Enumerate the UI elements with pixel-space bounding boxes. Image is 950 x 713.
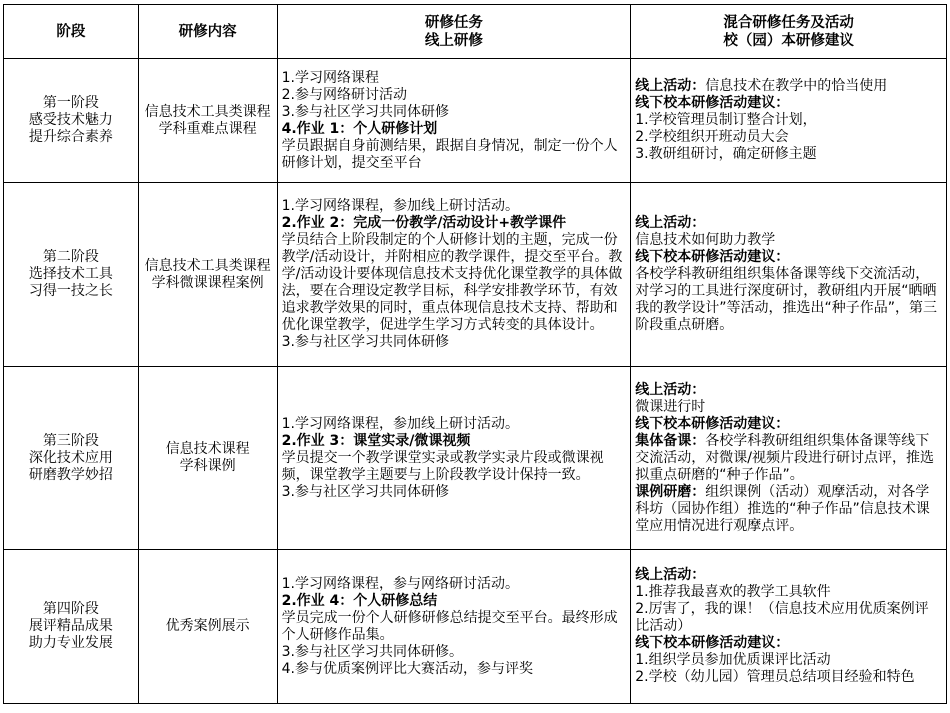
stage-cell — [4, 183, 139, 367]
activity-heading: 集体备课： — [635, 432, 706, 449]
stage-text: 研磨教学妙招 — [28, 466, 113, 483]
stage-cell — [4, 367, 139, 550]
activity-item — [635, 112, 942, 129]
stage-text: 深化技术应用 — [28, 449, 113, 466]
activity-text: 1.推荐我最喜欢的教学工具软件 — [635, 584, 831, 600]
header-task-line1: 研修任务 — [424, 14, 483, 31]
content-text: 学科重难点课程 — [158, 120, 257, 137]
assignment-title: 2.作业 4：个人研修总结 — [281, 592, 438, 609]
task-item: 1.学习网络课程，参与网络研讨活动。 — [281, 575, 519, 592]
activity-heading: 线上活动： — [635, 215, 706, 231]
task-item: 3.参与社区学习共同体研修 — [281, 334, 449, 350]
stage-text: 助力专业发展 — [28, 635, 113, 651]
stage-text: 第四阶段 — [42, 601, 99, 617]
stage-text: 第三阶段 — [42, 432, 99, 449]
activity-text: 各校学科教研组组织集体备课等线下交流活动，对学习的工具进行深度研讨，教研组内开展“晒晒我的教学设计”等活动，推选出“种子作品”，第三阶段重点研磨。 — [635, 266, 937, 333]
task-item: 4.参与优质案例评比大赛活动，参与评奖 — [281, 660, 533, 677]
stage-text: 第一阶段 — [42, 95, 99, 111]
activity-cell — [631, 367, 947, 550]
activity-heading: 线上活动： — [635, 78, 706, 94]
task-item: 3.参与社区学习共同体研修。 — [281, 643, 463, 660]
activity-text: 2.学校（幼儿园）管理员总结项目经验和特色 — [635, 669, 915, 685]
task-item: 学员跟据自身前测结果，跟据自身情况，制定一份个人研修计划，提交至平台 — [281, 137, 618, 171]
stage-cell — [4, 59, 139, 183]
activity-item — [635, 95, 942, 112]
content-text: 优秀案例展示 — [165, 618, 250, 634]
activity-item — [635, 78, 942, 95]
activity-heading: 线下校本研修活动建议： — [635, 415, 790, 432]
task-item: 学员提交一个教学课堂实录或教学实录片段或微课视频，课堂教学主题要与上阶段教学设计保持一致。 — [281, 449, 604, 483]
activity-item — [635, 567, 942, 584]
activity-cell — [631, 550, 947, 704]
task-item: 学员完成一份个人研修研修总结提交至平台。最终形成个人研修作品集。 — [281, 609, 618, 643]
activity-item — [635, 484, 942, 535]
task-item: 1.学习网络课程，参加线上研讨活动。 — [281, 415, 519, 432]
assignment-title: 4.作业 1：个人研修计划 — [281, 120, 438, 137]
activity-cell — [631, 183, 947, 367]
activity-item — [635, 382, 942, 399]
activity-text: 2.厉害了，我的课！（信息技术应用优质案例评比活动） — [635, 601, 929, 634]
online-task-cell — [277, 183, 631, 367]
activity-item — [635, 399, 942, 416]
activity-text: 1.学校管理员制订整合计划， — [635, 112, 817, 128]
header-activity-line2: 校（园）本研修建议 — [723, 32, 854, 49]
activity-text: 各校学科教研组组织集体备课等线下交流活动，对微课/视频片段进行研讨点评，推选拟重点研磨的“种子作品”。 — [635, 432, 934, 483]
stage-text: 感受技术魅力 — [28, 112, 113, 128]
activity-item — [635, 146, 942, 163]
header-activity-line1: 混合研修任务及活动 — [723, 14, 854, 31]
activity-item — [635, 232, 942, 249]
activity-cell — [631, 59, 947, 183]
training-plan-table — [3, 4, 947, 704]
task-item: 2.参与网络研讨活动 — [281, 86, 407, 103]
content-text: 信息技术课程 — [165, 441, 250, 457]
table-row — [4, 367, 947, 550]
header-task-line2: 线上研修 — [424, 32, 483, 49]
content-text: 信息技术工具类课程 — [144, 257, 271, 274]
stage-cell — [4, 550, 139, 704]
content-text: 学科课例 — [179, 458, 236, 474]
activity-item — [635, 266, 942, 334]
assignment-title: 2.作业 3：课堂实录/微课视频 — [281, 432, 471, 449]
stage-text: 第二阶段 — [42, 249, 99, 265]
activity-item — [635, 652, 942, 669]
table-row — [4, 59, 947, 183]
activity-item — [635, 635, 942, 652]
content-cell — [138, 550, 277, 704]
activity-item — [635, 584, 942, 601]
header-stage: 阶段 — [4, 5, 139, 59]
activity-text: 微课进行时 — [635, 398, 706, 415]
activity-text: 3.教研组研讨，确定研修主题 — [635, 146, 817, 162]
task-item: 学员结合上阶段制定的个人研修计划的主题，完成一份教学/活动设计，并附相应的教学课件，提交至平台。教学/活动设计要体现信息技术支持优化课堂教学的具体做法，要在合理设定教学目标，科学安排教学环节，有效追求教学效果的同时，重点体现信息技术支持、帮助和优化课堂教学，促进学生学习方式转变的具体设计。 — [281, 232, 623, 333]
task-item: 1.学习网络课程 — [281, 69, 379, 86]
header-content: 研修内容 — [138, 5, 277, 59]
content-cell — [138, 367, 277, 550]
activity-heading: 线上活动： — [635, 567, 706, 583]
activity-heading: 线下校本研修活动建议： — [635, 249, 790, 265]
activity-item — [635, 433, 942, 484]
table-row — [4, 550, 947, 704]
header-row — [4, 5, 947, 59]
activity-text: 信息技术如何助力教学 — [635, 232, 776, 248]
header-task — [277, 5, 631, 59]
activity-item — [635, 129, 942, 146]
header-activity — [631, 5, 947, 59]
task-item: 3.参与社区学习共同体研修 — [281, 483, 449, 500]
activity-item — [635, 601, 942, 635]
stage-text: 展评精品成果 — [28, 618, 113, 634]
activity-heading: 线下校本研修活动建议： — [635, 635, 790, 651]
online-task-cell — [277, 367, 631, 550]
activity-heading: 线下校本研修活动建议： — [635, 95, 790, 111]
content-cell — [138, 183, 277, 367]
activity-item — [635, 416, 942, 433]
online-task-cell — [277, 59, 631, 183]
activity-text: 组织课例（活动）观摩活动，对各学科坊（园协作组）推选的“种子作品”信息技术课堂应用情况进行观摩点评。 — [635, 483, 930, 534]
activity-heading: 线上活动： — [635, 381, 706, 398]
content-cell — [138, 59, 277, 183]
task-item: 3.参与社区学习共同体研修 — [281, 103, 449, 120]
activity-item — [635, 249, 942, 266]
assignment-title: 2.作业 2：完成一份教学/活动设计+教学课件 — [281, 215, 567, 231]
online-task-cell — [277, 550, 631, 704]
activity-item — [635, 215, 942, 232]
stage-text: 选择技术工具 — [28, 266, 113, 282]
content-text: 学科微课课程案例 — [151, 274, 264, 291]
stage-text: 提升综合素养 — [28, 129, 113, 145]
table-row — [4, 183, 947, 367]
activity-text: 2.学校组织开班动员大会 — [635, 129, 789, 145]
task-item: 1.学习网络课程，参加线上研讨活动。 — [281, 198, 519, 214]
stage-text: 习得一技之长 — [28, 283, 113, 299]
activity-item — [635, 669, 942, 686]
content-text: 信息技术工具类课程 — [144, 103, 271, 120]
activity-text: 信息技术在教学中的恰当使用 — [705, 78, 888, 94]
activity-heading: 课例研磨： — [635, 483, 706, 500]
activity-text: 1.组织学员参加优质课评比活动 — [635, 652, 831, 668]
